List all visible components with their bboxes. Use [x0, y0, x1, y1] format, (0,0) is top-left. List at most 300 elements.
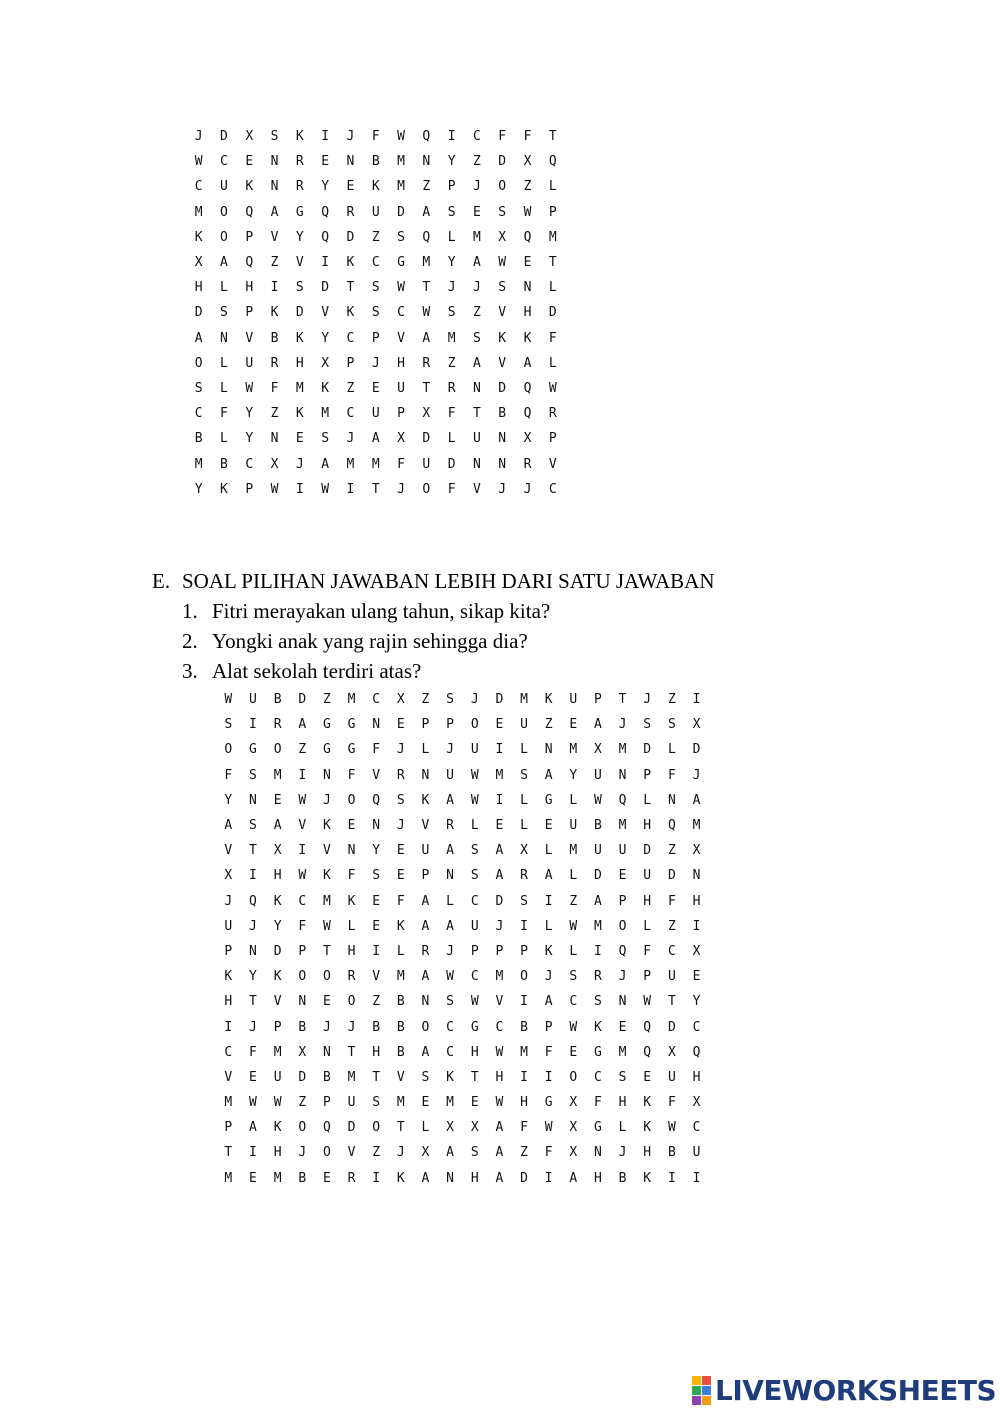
grid-letter: W [224, 692, 233, 708]
grid-letter: I [520, 1069, 528, 1085]
grid-letter: L [220, 355, 228, 371]
grid-letter: X [396, 692, 405, 708]
grid-letter: L [618, 1120, 627, 1136]
grid-letter: E [470, 1095, 479, 1111]
grid-letter: P [421, 717, 430, 733]
grid-letter: N [347, 843, 356, 859]
grid-row [216, 1140, 709, 1165]
grid-letter: I [520, 918, 528, 934]
grid-letter: J [371, 355, 380, 371]
grid-letter: U [520, 717, 528, 733]
grid-letter: K [273, 1120, 282, 1136]
grid-letter: E [569, 717, 578, 733]
grid-letter: M [273, 1044, 282, 1060]
question-number: 2. [182, 629, 198, 653]
grid-letter: N [446, 868, 454, 884]
grid-letter: F [643, 943, 652, 959]
grid-letter: O [422, 481, 431, 497]
grid-letter: Q [667, 818, 676, 834]
grid-letter: P [643, 767, 652, 783]
grid-letter: Y [245, 406, 254, 422]
grid-letter: A [495, 1145, 504, 1161]
grid-letter: S [498, 280, 507, 296]
grid-letter: H [397, 355, 405, 371]
grid-letter: J [347, 1019, 356, 1035]
grid-row [216, 737, 709, 762]
grid-row [216, 813, 709, 838]
grid-letter: S [249, 818, 257, 834]
grid-letter: B [322, 1069, 331, 1085]
grid-letter: Y [447, 154, 456, 170]
grid-letter: M [520, 1044, 528, 1060]
grid-letter: C [224, 1044, 233, 1060]
grid-letter: J [249, 1019, 257, 1035]
grid-letter: K [371, 179, 380, 195]
section-label: E. [152, 569, 171, 593]
grid-letter: K [273, 969, 282, 985]
grid-letter: D [220, 129, 228, 145]
grid-letter: O [347, 994, 356, 1010]
grid-letter: S [249, 767, 257, 783]
grid-letter: J [322, 1019, 331, 1035]
grid-letter: U [397, 380, 405, 396]
grid-letter: Z [270, 255, 279, 271]
grid-letter: V [347, 1145, 356, 1161]
grid-letter: H [470, 1044, 479, 1060]
grid-letter: A [421, 893, 430, 909]
grid-letter: N [421, 767, 430, 783]
grid-letter: M [618, 1044, 627, 1060]
grid-letter: A [473, 255, 481, 271]
grid-letter: W [643, 994, 652, 1010]
grid-letter: L [421, 1120, 430, 1136]
grid-letter: V [498, 305, 507, 321]
grid-letter: X [667, 1044, 676, 1060]
grid-letter: U [473, 431, 481, 447]
grid-letter: T [346, 280, 355, 296]
grid-letter: T [224, 1145, 233, 1161]
grid-letter: F [372, 742, 381, 758]
grid-letter: V [224, 843, 233, 859]
grid-letter: K [224, 969, 233, 985]
grid-letter: M [397, 179, 405, 195]
grid-letter: R [548, 406, 557, 422]
grid-letter: Q [548, 154, 557, 170]
grid-letter: M [618, 742, 627, 758]
grid-letter: U [667, 969, 676, 985]
grid-letter: N [270, 154, 279, 170]
grid-letter: Q [643, 1044, 652, 1060]
grid-letter: M [224, 1095, 233, 1111]
grid-letter: W [249, 1095, 257, 1111]
grid-letter: X [523, 154, 532, 170]
grid-letter: A [495, 868, 504, 884]
grid-letter: A [422, 204, 431, 220]
grid-letter: N [270, 431, 279, 447]
grid-letter: L [446, 893, 454, 909]
grid-letter: E [372, 893, 381, 909]
grid-letter: Q [422, 229, 431, 245]
grid-letter: V [298, 818, 307, 834]
grid-letter: O [224, 742, 233, 758]
grid-row [216, 1090, 709, 1115]
grid-letter: C [346, 330, 355, 346]
grid-letter: S [520, 767, 528, 783]
grid-letter: X [224, 868, 233, 884]
grid-letter: F [396, 893, 405, 909]
grid-letter: M [495, 969, 504, 985]
grid-letter: C [245, 456, 254, 472]
grid-letter: Y [249, 969, 257, 985]
liveworksheets-logo [692, 1374, 996, 1406]
grid-letter: N [692, 868, 701, 884]
grid-letter: E [321, 154, 330, 170]
grid-letter: K [498, 330, 507, 346]
grid-letter: F [298, 918, 307, 934]
grid-letter: B [220, 456, 228, 472]
grid-letter: M [692, 818, 701, 834]
grid-letter: W [446, 969, 454, 985]
question-item [182, 656, 932, 686]
grid-letter: F [667, 767, 676, 783]
grid-letter: A [544, 994, 553, 1010]
grid-letter: M [618, 818, 627, 834]
grid-letter: L [347, 918, 356, 934]
grid-letter: K [270, 305, 279, 321]
grid-letter: I [249, 868, 257, 884]
grid-letter: A [523, 355, 532, 371]
grid-letter: W [470, 994, 479, 1010]
grid-letter: D [692, 742, 701, 758]
grid-letter: A [544, 868, 553, 884]
grid-letter: L [220, 431, 228, 447]
grid-letter: D [194, 305, 203, 321]
grid-letter: M [397, 154, 405, 170]
grid-letter: E [495, 717, 504, 733]
grid-letter: C [470, 893, 479, 909]
grid-letter: P [346, 355, 355, 371]
grid-letter: X [270, 456, 279, 472]
grid-letter: N [322, 1044, 331, 1060]
grid-letter: D [498, 380, 507, 396]
grid-letter: T [422, 280, 431, 296]
grid-letter: O [498, 179, 507, 195]
grid-letter: B [194, 431, 203, 447]
grid-letter: E [643, 1069, 652, 1085]
grid-letter: C [470, 969, 479, 985]
grid-letter: J [322, 792, 331, 808]
grid-letter: N [249, 792, 257, 808]
grid-letter: T [396, 1120, 405, 1136]
grid-letter: Y [447, 255, 456, 271]
grid-letter: E [569, 1044, 578, 1060]
grid-letter: K [594, 1019, 602, 1035]
grid-letter: C [372, 692, 381, 708]
grid-letter: U [692, 1145, 701, 1161]
grid-letter: Y [194, 481, 203, 497]
grid-letter: B [396, 994, 405, 1010]
grid-letter: F [520, 1120, 528, 1136]
logo-text: LIVEWORKSHEETS [715, 1373, 997, 1407]
grid-letter: B [270, 330, 279, 346]
grid-letter: P [371, 330, 380, 346]
grid-letter: A [273, 818, 282, 834]
grid-letter: S [396, 792, 405, 808]
grid-letter: F [447, 481, 456, 497]
grid-letter: P [245, 481, 254, 497]
grid-letter: S [371, 305, 380, 321]
grid-letter: J [544, 969, 553, 985]
grid-letter: K [523, 330, 532, 346]
grid-letter: D [346, 229, 355, 245]
grid-letter: F [270, 380, 279, 396]
grid-letter: E [692, 969, 701, 985]
grid-letter: I [692, 692, 701, 708]
grid-letter: V [322, 843, 331, 859]
grid-letter: I [372, 1170, 381, 1186]
grid-letter: V [396, 1069, 405, 1085]
grid-letter: A [220, 255, 228, 271]
liveworksheets-logo-icon [692, 1376, 711, 1405]
grid-letter: A [446, 1145, 454, 1161]
grid-letter: F [667, 893, 676, 909]
grid-letter: G [347, 717, 356, 733]
grid-letter: F [224, 767, 233, 783]
grid-letter: H [470, 1170, 479, 1186]
grid-letter: J [446, 943, 454, 959]
grid-letter: X [421, 1145, 430, 1161]
grid-letter: N [372, 818, 381, 834]
grid-letter: W [270, 481, 279, 497]
grid-letter: E [544, 818, 553, 834]
grid-letter: L [396, 943, 405, 959]
grid-letter: C [473, 129, 481, 145]
grid-letter: V [295, 255, 304, 271]
grid-letter: V [372, 767, 381, 783]
grid-letter: P [298, 943, 307, 959]
grid-letter: J [498, 481, 507, 497]
grid-letter: D [495, 893, 504, 909]
grid-letter: E [249, 1170, 257, 1186]
grid-letter: O [347, 792, 356, 808]
grid-letter: S [643, 717, 652, 733]
grid-letter: W [470, 767, 479, 783]
grid-letter: E [396, 868, 405, 884]
question-number: 1. [182, 599, 198, 623]
grid-letter: C [371, 255, 380, 271]
grid-letter: G [544, 792, 553, 808]
grid-letter: Y [321, 179, 330, 195]
grid-letter: J [446, 742, 454, 758]
grid-letter: T [473, 406, 481, 422]
grid-letter: U [422, 456, 431, 472]
grid-letter: R [346, 204, 355, 220]
grid-letter: T [249, 994, 257, 1010]
grid-letter: G [544, 1095, 553, 1111]
grid-letter: C [446, 1044, 454, 1060]
logo-square [692, 1386, 701, 1395]
grid-letter: N [322, 767, 331, 783]
grid-letter: Q [322, 1120, 331, 1136]
grid-letter: J [643, 692, 652, 708]
grid-letter: U [220, 179, 228, 195]
grid-letter: F [523, 129, 532, 145]
grid-letter: O [194, 355, 203, 371]
grid-row [216, 1040, 709, 1065]
section-heading [152, 566, 932, 596]
grid-row [216, 838, 709, 863]
grid-letter: R [421, 943, 430, 959]
grid-letter: I [298, 843, 307, 859]
grid-letter: I [346, 481, 355, 497]
grid-letter: D [298, 1069, 307, 1085]
grid-letter: K [322, 818, 331, 834]
grid-letter: F [447, 406, 456, 422]
grid-letter: K [321, 380, 330, 396]
grid-letter: I [224, 1019, 233, 1035]
grid-letter: I [298, 767, 307, 783]
grid-letter: W [523, 204, 532, 220]
grid-letter: L [548, 355, 557, 371]
grid-letter: C [220, 154, 228, 170]
grid-letter: T [347, 1044, 356, 1060]
grid-letter: A [371, 431, 380, 447]
grid-letter: R [422, 355, 431, 371]
grid-letter: D [273, 943, 282, 959]
grid-letter: S [372, 1095, 381, 1111]
grid-letter: G [594, 1120, 602, 1136]
grid-row [186, 124, 565, 149]
logo-square [692, 1376, 701, 1385]
grid-row [216, 914, 709, 939]
grid-letter: P [245, 229, 254, 245]
grid-letter: R [347, 969, 356, 985]
grid-letter: P [245, 305, 254, 321]
grid-letter: Z [473, 305, 481, 321]
grid-letter: Q [321, 204, 330, 220]
grid-letter: A [421, 1044, 430, 1060]
grid-letter: U [470, 742, 479, 758]
grid-letter: N [667, 792, 676, 808]
grid-letter: W [470, 792, 479, 808]
grid-letter: M [224, 1170, 233, 1186]
grid-letter: A [421, 1170, 430, 1186]
grid-letter: P [594, 692, 602, 708]
grid-letter: V [273, 994, 282, 1010]
grid-letter: L [520, 792, 528, 808]
grid-letter: L [470, 818, 479, 834]
grid-letter: U [347, 1095, 356, 1111]
grid-letter: A [249, 1120, 257, 1136]
grid-letter: V [224, 1069, 233, 1085]
grid-letter: T [249, 843, 257, 859]
grid-row [216, 939, 709, 964]
grid-letter: X [692, 1095, 701, 1111]
grid-letter: Q [618, 792, 627, 808]
grid-letter: B [396, 1044, 405, 1060]
grid-letter: P [446, 717, 454, 733]
grid-letter: M [321, 406, 330, 422]
grid-letter: L [544, 843, 553, 859]
grid-letter: C [298, 893, 307, 909]
grid-row [216, 889, 709, 914]
grid-letter: W [322, 918, 331, 934]
grid-letter: V [270, 229, 279, 245]
grid-letter: N [544, 742, 553, 758]
grid-row [216, 964, 709, 989]
grid-letter: H [194, 280, 203, 296]
grid-letter: Z [667, 918, 676, 934]
grid-letter: X [321, 355, 330, 371]
grid-letter: Z [346, 380, 355, 396]
grid-letter: S [194, 380, 203, 396]
grid-letter: K [273, 893, 282, 909]
grid-letter: U [594, 767, 602, 783]
grid-letter: E [618, 868, 627, 884]
grid-letter: P [224, 943, 233, 959]
grid-row [216, 1115, 709, 1140]
grid-letter: B [371, 154, 380, 170]
grid-letter: L [220, 280, 228, 296]
grid-letter: E [371, 380, 380, 396]
grid-letter: E [618, 1019, 627, 1035]
grid-letter: W [544, 1120, 553, 1136]
grid-letter: Q [692, 1044, 701, 1060]
grid-letter: X [692, 717, 701, 733]
grid-letter: H [692, 1069, 701, 1085]
grid-letter: M [322, 893, 331, 909]
grid-letter: M [495, 767, 504, 783]
grid-letter: A [421, 969, 430, 985]
grid-letter: N [422, 154, 431, 170]
grid-letter: C [569, 994, 578, 1010]
logo-square [702, 1376, 711, 1385]
grid-letter: J [346, 129, 355, 145]
grid-letter: P [447, 179, 456, 195]
grid-letter: E [249, 1069, 257, 1085]
grid-letter: S [224, 717, 233, 733]
grid-letter: B [372, 1019, 381, 1035]
grid-letter: J [396, 818, 405, 834]
grid-letter: C [548, 481, 557, 497]
grid-letter: A [594, 717, 602, 733]
grid-letter: B [667, 1145, 676, 1161]
grid-letter: J [523, 481, 532, 497]
grid-letter: E [396, 717, 405, 733]
grid-letter: S [446, 692, 454, 708]
grid-letter: Q [523, 380, 532, 396]
grid-letter: G [249, 742, 257, 758]
grid-letter: K [421, 792, 430, 808]
grid-letter: Q [245, 255, 254, 271]
grid-letter: J [473, 280, 481, 296]
grid-row [186, 451, 565, 476]
grid-letter: A [224, 818, 233, 834]
grid-letter: K [295, 330, 304, 346]
grid-letter: M [371, 456, 380, 472]
grid-letter: X [523, 431, 532, 447]
grid-letter: T [371, 481, 380, 497]
grid-letter: P [273, 1019, 282, 1035]
grid-letter: D [295, 305, 304, 321]
grid-letter: R [523, 456, 532, 472]
grid-letter: I [249, 717, 257, 733]
grid-letter: M [548, 229, 557, 245]
grid-letter: S [321, 431, 330, 447]
grid-letter: W [273, 1095, 282, 1111]
grid-letter: P [643, 969, 652, 985]
grid-letter: U [594, 843, 602, 859]
